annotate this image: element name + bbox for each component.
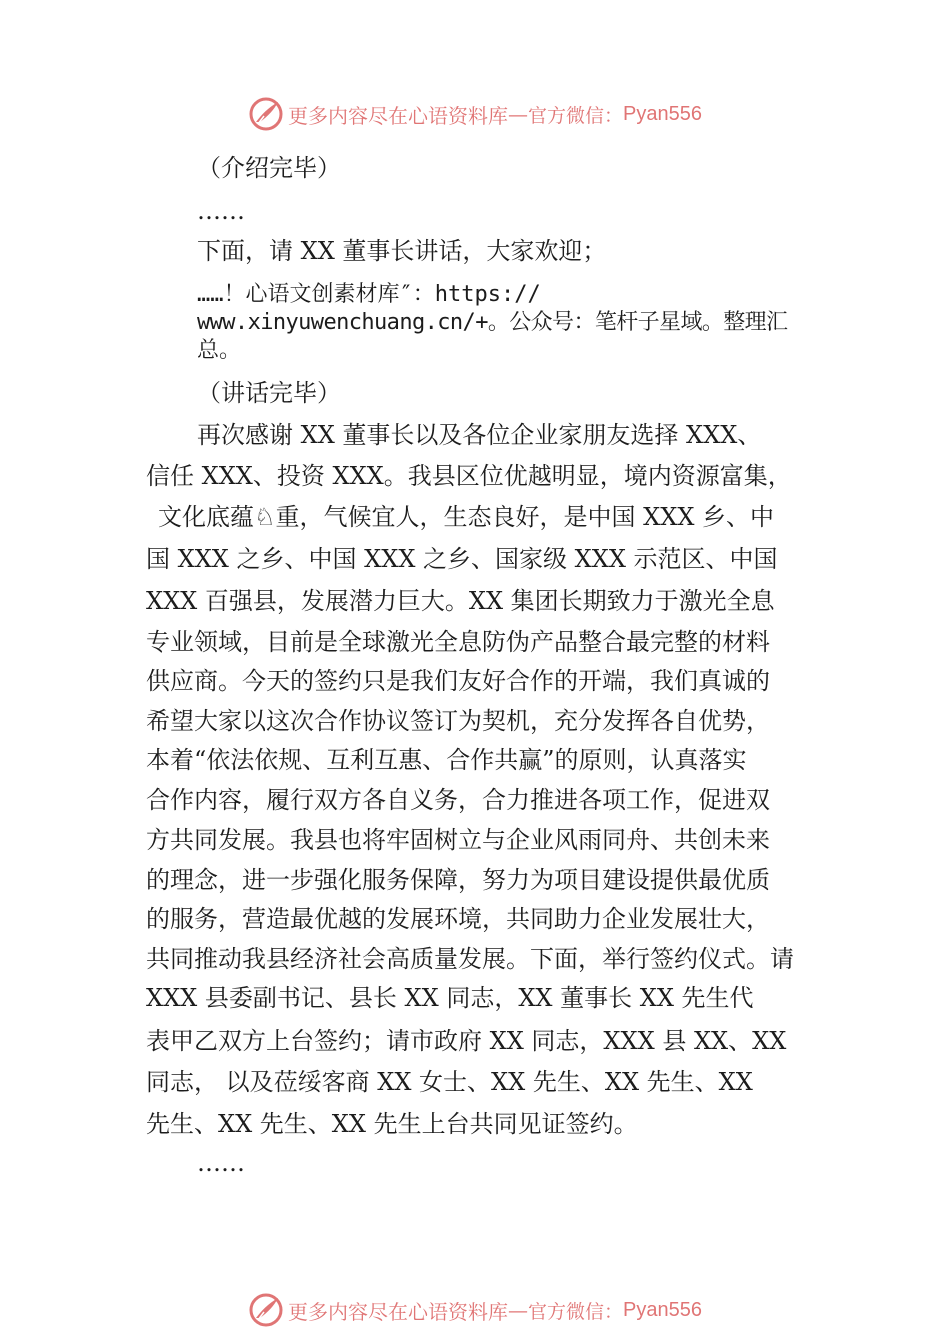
- text-line: ……: [197, 1149, 245, 1177]
- banner-wechat-id: Pyan556: [623, 102, 702, 125]
- text-line: 合作内容，履行双方各自义务，合力推进各项工作，促进双: [146, 786, 770, 814]
- quill-logo-icon: [248, 1292, 284, 1328]
- text-line: ……！心语文创素材库″：https://: [197, 282, 541, 307]
- text-line: 共同推动我县经济社会高质量发展。下面，举行签约仪式。请: [146, 945, 794, 973]
- text-line: 的理念，进一步强化服务保障，努力为项目建设提供最优质: [146, 866, 770, 894]
- text-line: （讲话完毕）: [197, 379, 341, 407]
- text-line: 先生、XX 先生、XX 先生上台共同见证签约。: [146, 1110, 638, 1138]
- text-line: 国 XXX 之乡、中国 XXX 之乡、国家级 XXX 示范区、中国: [146, 545, 778, 573]
- banner-text-main: 更多内容尽在心语资料库: [288, 103, 508, 128]
- watermark-banner-top: [0, 94, 950, 134]
- text-line: XXX 百强县，发展潜力巨大。XX 集团长期致力于激光全息: [146, 587, 775, 615]
- text-line: 文化底蕴♘重，气候宜人，生态良好，是中国 XXX 乡、中: [158, 503, 775, 531]
- text-line: ……: [197, 197, 245, 225]
- text-line: 供应商。今天的签约只是我们友好合作的开端，我们真诚的: [146, 667, 770, 695]
- text-line: 本着“依法依规、互利互惠、合作共赢”的原则，认真落实: [146, 746, 747, 774]
- text-line: 专业领域，目前是全球激光全息防伪产品整合最完整的材料: [146, 628, 770, 656]
- quill-logo-icon: [248, 96, 284, 132]
- text-line: XXX 县委副书记、县长 XX 同志，XX 董事长 XX 先生代: [146, 984, 754, 1012]
- text-line: www.xinyuwenchuang.cn/+。公众号：笔杆子星域。整理汇: [197, 310, 788, 335]
- text-line: （介绍完毕）: [197, 154, 341, 182]
- text-line: 的服务，营造最优越的发展环境，共同助力企业发展壮大，: [146, 905, 770, 933]
- text-line: 表甲乙双方上台签约；请市政府 XX 同志，XXX 县 XX、XX: [146, 1027, 787, 1055]
- banner-text-wechat-label: 官方微信：: [528, 1300, 624, 1323]
- banner-dash: —: [508, 1298, 528, 1322]
- banner-wechat-id: Pyan556: [623, 1298, 702, 1321]
- text-line: 希望大家以这次合作协议签订为契机，充分发挥各自优势，: [146, 707, 770, 735]
- text-line: 下面，请 XX 董事长讲话，大家欢迎；: [197, 237, 607, 265]
- banner-text-wechat-label: 官方微信：: [528, 104, 624, 127]
- banner-text-main: 更多内容尽在心语资料库: [288, 1299, 508, 1324]
- watermark-banner-bottom: [0, 1290, 950, 1330]
- text-line: 信任 XXX、投资 XXX。我县区位优越明显，境内资源富集，: [146, 462, 792, 490]
- text-line: 方共同发展。我县也将牢固树立与企业风雨同舟、共创未来: [146, 826, 770, 854]
- text-line: 同志， 以及莅绥客商 XX 女士、XX 先生、XX 先生、XX: [146, 1068, 753, 1096]
- text-line: 总。: [197, 338, 242, 363]
- banner-dash: —: [508, 102, 528, 126]
- text-line: 再次感谢 XX 董事长以及各位企业家朋友选择 XXX、: [197, 421, 762, 449]
